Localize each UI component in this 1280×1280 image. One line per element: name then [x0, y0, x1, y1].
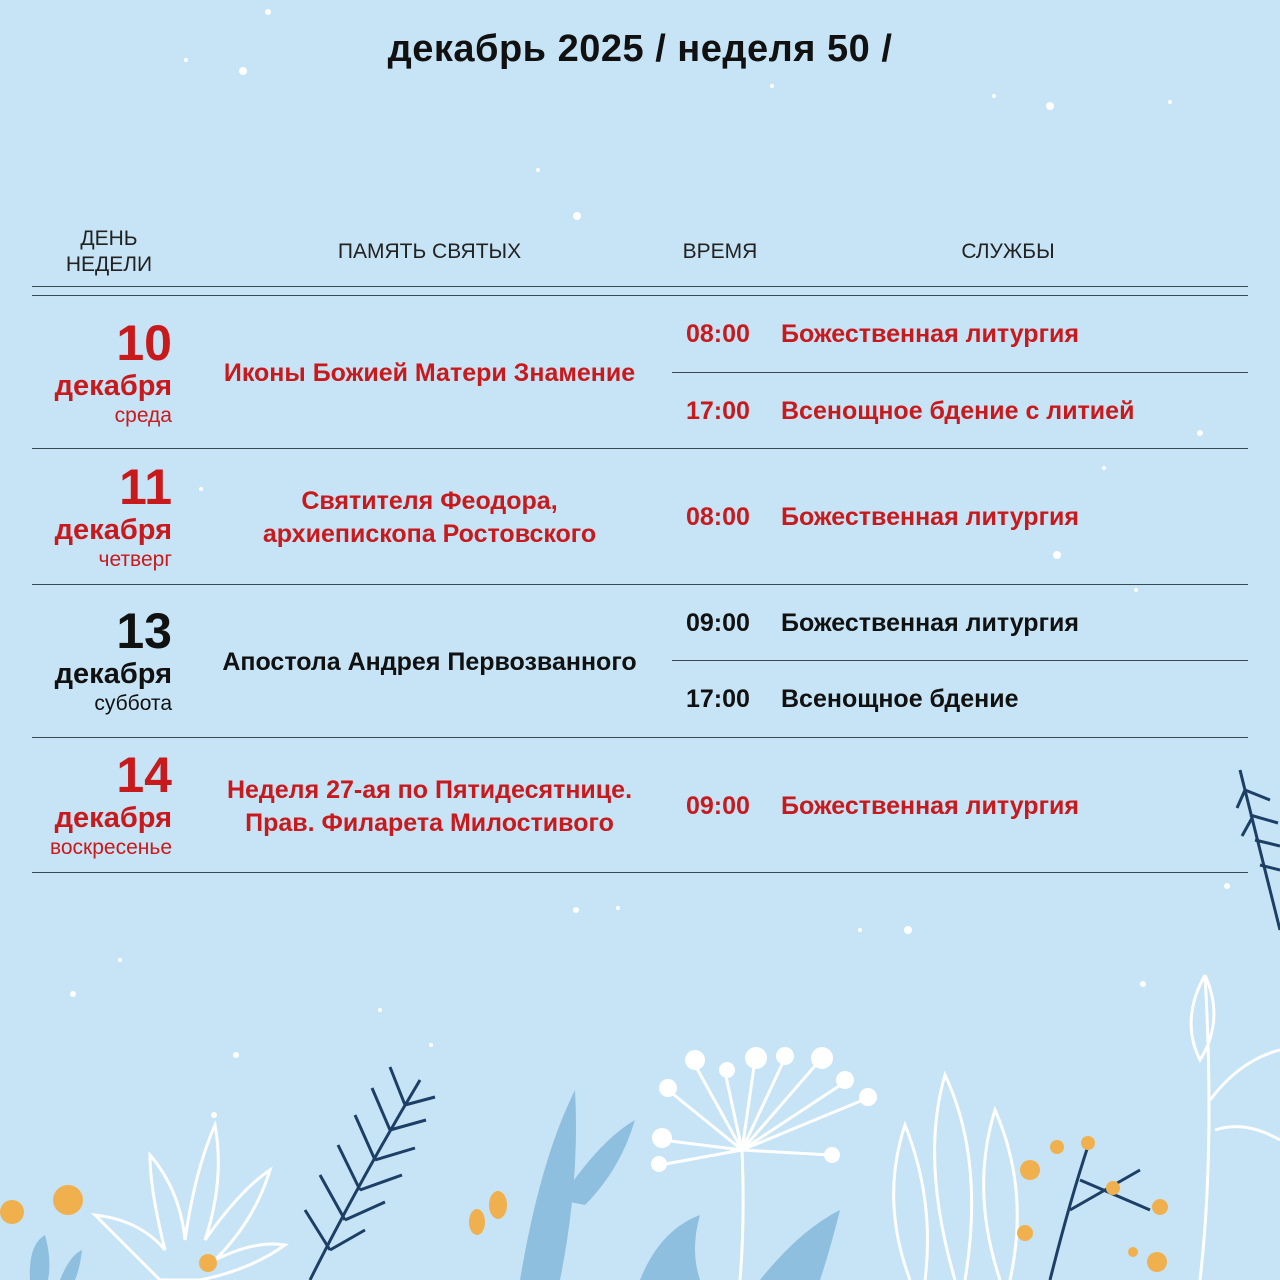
header-saints: ПАМЯТЬ СВЯТЫХ — [337, 240, 522, 263]
service-name: Всенощное бдение с литией — [781, 397, 1135, 425]
day-number: 11 — [119, 459, 172, 515]
saint-commemoration: Неделя 27-ая по Пятидесятнице. Прав. Филарета Милостивого — [226, 776, 633, 837]
header-rule-bottom — [32, 295, 1248, 296]
day-weekday: суббота — [94, 692, 172, 715]
header-services: СЛУЖБЫ — [961, 240, 1055, 263]
service-name: Божественная литургия — [781, 320, 1079, 348]
service-time: 08:00 — [686, 320, 750, 348]
service-time: 08:00 — [686, 503, 750, 531]
pine-branch — [305, 770, 1280, 1280]
page-title: декабрь 2025 / неделя 50 / — [387, 28, 893, 70]
day-month: декабря — [54, 802, 172, 834]
day-month: декабря — [54, 658, 172, 690]
service-divider — [672, 372, 1248, 373]
service-time: 09:00 — [686, 609, 750, 637]
day-month: декабря — [54, 514, 172, 546]
saint-commemoration: Апостола Андрея Первозванного — [222, 648, 637, 676]
header-day: ДЕНЬ НЕДЕЛИ — [65, 227, 153, 276]
snowflakes — [70, 9, 1230, 1118]
service-name: Всенощное бдение — [781, 685, 1019, 713]
header-rule-top — [32, 286, 1248, 287]
header-time: ВРЕМЯ — [682, 240, 758, 263]
saint-commemoration: Святителя Феодора, архиепископа Ростовского — [262, 487, 597, 548]
day-cell — [55, 317, 172, 429]
day-cell — [50, 749, 172, 861]
day-weekday: четверг — [98, 548, 172, 571]
row-divider — [32, 584, 1248, 585]
saint-commemoration: Иконы Божией Матери Знамение — [223, 359, 636, 387]
service-time: 17:00 — [686, 397, 750, 425]
day-weekday: среда — [114, 404, 172, 427]
day-number: 10 — [116, 315, 172, 371]
day-number: 13 — [116, 603, 172, 659]
day-cell — [55, 461, 172, 573]
service-name: Божественная литургия — [781, 503, 1079, 531]
day-month: декабря — [54, 370, 172, 402]
row-divider — [32, 872, 1248, 873]
day-weekday: воскресенье — [49, 836, 172, 859]
service-name: Божественная литургия — [781, 792, 1079, 820]
day-number: 14 — [116, 747, 172, 803]
service-time: 17:00 — [686, 685, 750, 713]
row-divider — [32, 448, 1248, 449]
row-divider — [32, 737, 1248, 738]
day-cell — [55, 605, 172, 717]
service-time: 09:00 — [686, 792, 750, 820]
service-name: Божественная литургия — [781, 609, 1079, 637]
service-divider — [672, 660, 1248, 661]
